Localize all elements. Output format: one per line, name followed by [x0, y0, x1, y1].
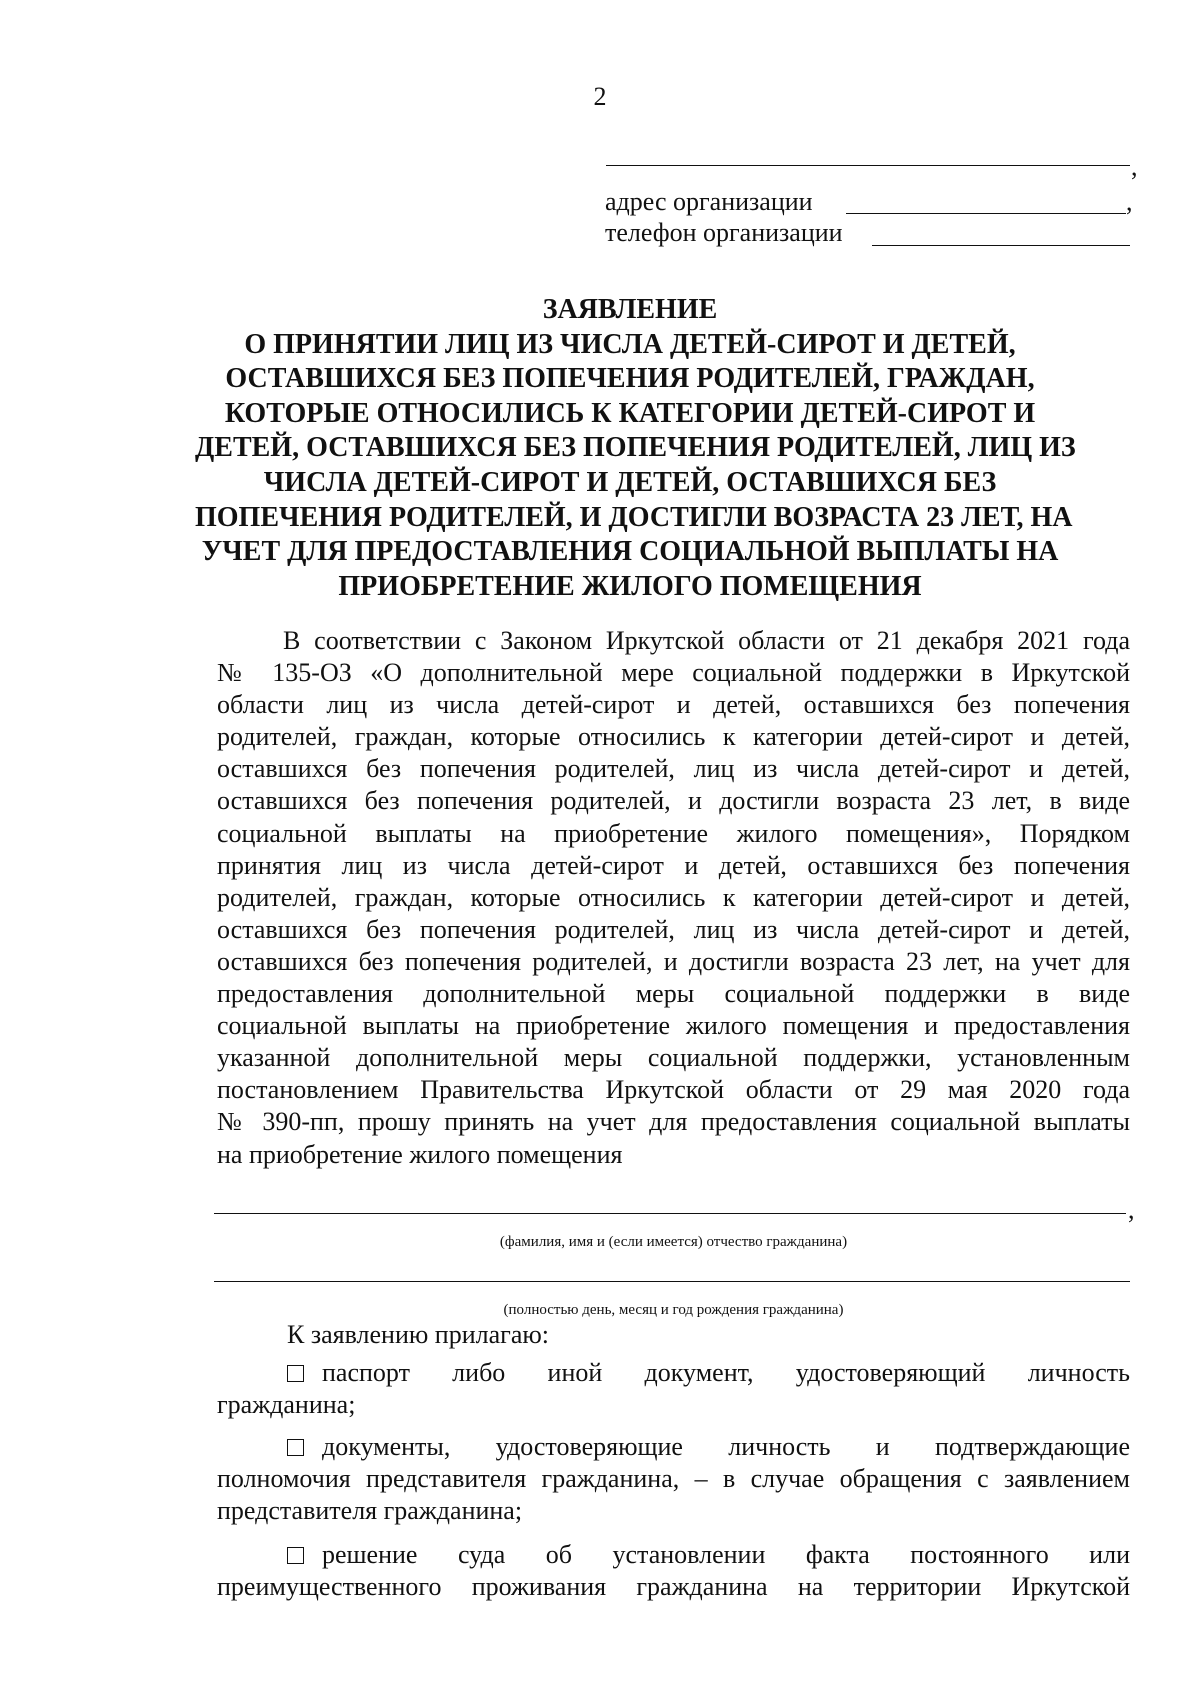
citizen-name-comma: , — [1128, 1195, 1135, 1224]
checkbox[interactable] — [287, 1439, 304, 1456]
birth-date-line[interactable] — [214, 1281, 1130, 1282]
title-line: КОТОРЫЕ ОТНОСИЛИСЬ К КАТЕГОРИИ ДЕТЕЙ-СИРОТ И — [224, 397, 1036, 429]
attachment-line — [217, 1431, 1130, 1463]
citizen-name-line[interactable] — [214, 1213, 1126, 1214]
attachment-text: паспорт либо иной документ, удостоверяющий личность — [322, 1358, 1130, 1387]
checkbox[interactable] — [287, 1365, 304, 1382]
body-line: родителей, граждан, которые относились к категории детей-сирот и детей, — [217, 722, 1130, 752]
organization-name-line[interactable] — [606, 165, 1130, 166]
attachment-text: полномочия представителя гражданина, – в случае обращения с заявлением — [217, 1464, 1130, 1494]
birth-date-caption: (полностью день, месяц и год рождения гражданина) — [503, 1302, 844, 1318]
title-line: О ПРИНЯТИИ ЛИЦ ИЗ ЧИСЛА ДЕТЕЙ-СИРОТ И ДЕТЕЙ, — [244, 328, 1016, 360]
body-line: постановлением Правительства Иркутской области от 29 мая 2020 года — [217, 1075, 1130, 1105]
body-line: оставшихся без попечения родителей, и достигли возраста 23 лет, на учет для — [217, 946, 1130, 976]
attachment-text: представителя гражданина; — [217, 1496, 523, 1526]
page-number: 2 — [593, 82, 607, 111]
attachment-text: документы, удостоверяющие личность и подтверждающие — [322, 1432, 1130, 1461]
checkbox[interactable] — [287, 1547, 304, 1564]
attachment-line — [217, 1539, 1130, 1571]
body-line: на приобретение жилого помещения — [217, 1139, 623, 1169]
attachment-text: решение суда об установлении факта постоянного или — [322, 1540, 1130, 1569]
address-line[interactable] — [846, 213, 1126, 214]
body-line: предоставления дополнительной меры социальной поддержки в виде — [217, 979, 1130, 1009]
title-line: ЧИСЛА ДЕТЕЙ-СИРОТ И ДЕТЕЙ, ОСТАВШИХСЯ БЕЗ — [263, 466, 997, 498]
body-line: В соответствии с Законом Иркутской области от 21 декабря 2021 года — [283, 626, 1130, 655]
body-line: № 390-пп, прошу принять на учет для предоставления социальной выплаты — [217, 1107, 1130, 1137]
body-line: № 135-ОЗ «О дополнительной мере социальной поддержки в Иркутской — [217, 658, 1130, 688]
attachment-text: гражданина; — [217, 1390, 356, 1420]
attachment-item-court-decision — [217, 1539, 1130, 1603]
title-line: ОСТАВШИХСЯ БЕЗ ПОПЕЧЕНИЯ РОДИТЕЛЕЙ, ГРАЖДАН, — [225, 363, 1035, 395]
body-line: социальной выплаты на приобретение жилого помещения», Порядком — [217, 818, 1130, 848]
phone-row — [605, 218, 843, 248]
title-line: ПРИОБРЕТЕНИЕ ЖИЛОГО ПОМЕЩЕНИЯ — [338, 570, 922, 602]
address-row — [605, 187, 813, 217]
body-line: оставшихся без попечения родителей, лиц из числа детей-сирот и детей, — [217, 914, 1130, 944]
address-comma: , — [1126, 187, 1133, 216]
attachment-item-representative — [217, 1431, 1130, 1527]
attachments-heading: К заявлению прилагаю: — [287, 1320, 550, 1349]
body-line: родителей, граждан, которые относились к категории детей-сирот и детей, — [217, 882, 1130, 912]
attachment-item-passport — [217, 1357, 1130, 1421]
body-line: социальной выплаты на приобретение жилого помещения и предоставления — [217, 1011, 1130, 1041]
body-line: оставшихся без попечения родителей, лиц из числа детей-сирот и детей, — [217, 754, 1130, 784]
header-comma: , — [1131, 152, 1138, 181]
title-line: ДЕТЕЙ, ОСТАВШИХСЯ БЕЗ ПОПЕЧЕНИЯ РОДИТЕЛЕЙ, ЛИЦ ИЗ — [195, 432, 1076, 464]
body-paragraph — [217, 625, 1130, 1171]
title-line: УЧЕТ ДЛЯ ПРЕДОСТАВЛЕНИЯ СОЦИАЛЬНОЙ ВЫПЛАТЫ НА — [201, 536, 1059, 568]
body-line: принятия лиц из числа детей-сирот и детей, оставшихся без попечения — [217, 850, 1130, 880]
attachment-line — [217, 1357, 1130, 1389]
title-line: ПОПЕЧЕНИЯ РОДИТЕЛЕЙ, И ДОСТИГЛИ ВОЗРАСТА 23 ЛЕТ, НА — [195, 501, 1073, 533]
body-line: области лиц из числа детей-сирот и детей, оставшихся без попечения — [217, 690, 1130, 720]
attachment-text: преимущественного проживания гражданина на территории Иркутской — [217, 1572, 1130, 1602]
address-label: адрес организации — [605, 187, 813, 216]
document-title — [195, 293, 1076, 604]
body-line: указанной дополнительной меры социальной поддержки, установленным — [217, 1043, 1130, 1073]
title-line: ЗАЯВЛЕНИЕ — [542, 294, 718, 325]
body-line: оставшихся без попечения родителей, и достигли возраста 23 лет, в виде — [217, 786, 1130, 816]
citizen-name-caption: (фамилия, имя и (если имеется) отчество гражданина) — [499, 1234, 848, 1250]
phone-label: телефон организации — [605, 218, 843, 247]
phone-line[interactable] — [872, 245, 1130, 246]
